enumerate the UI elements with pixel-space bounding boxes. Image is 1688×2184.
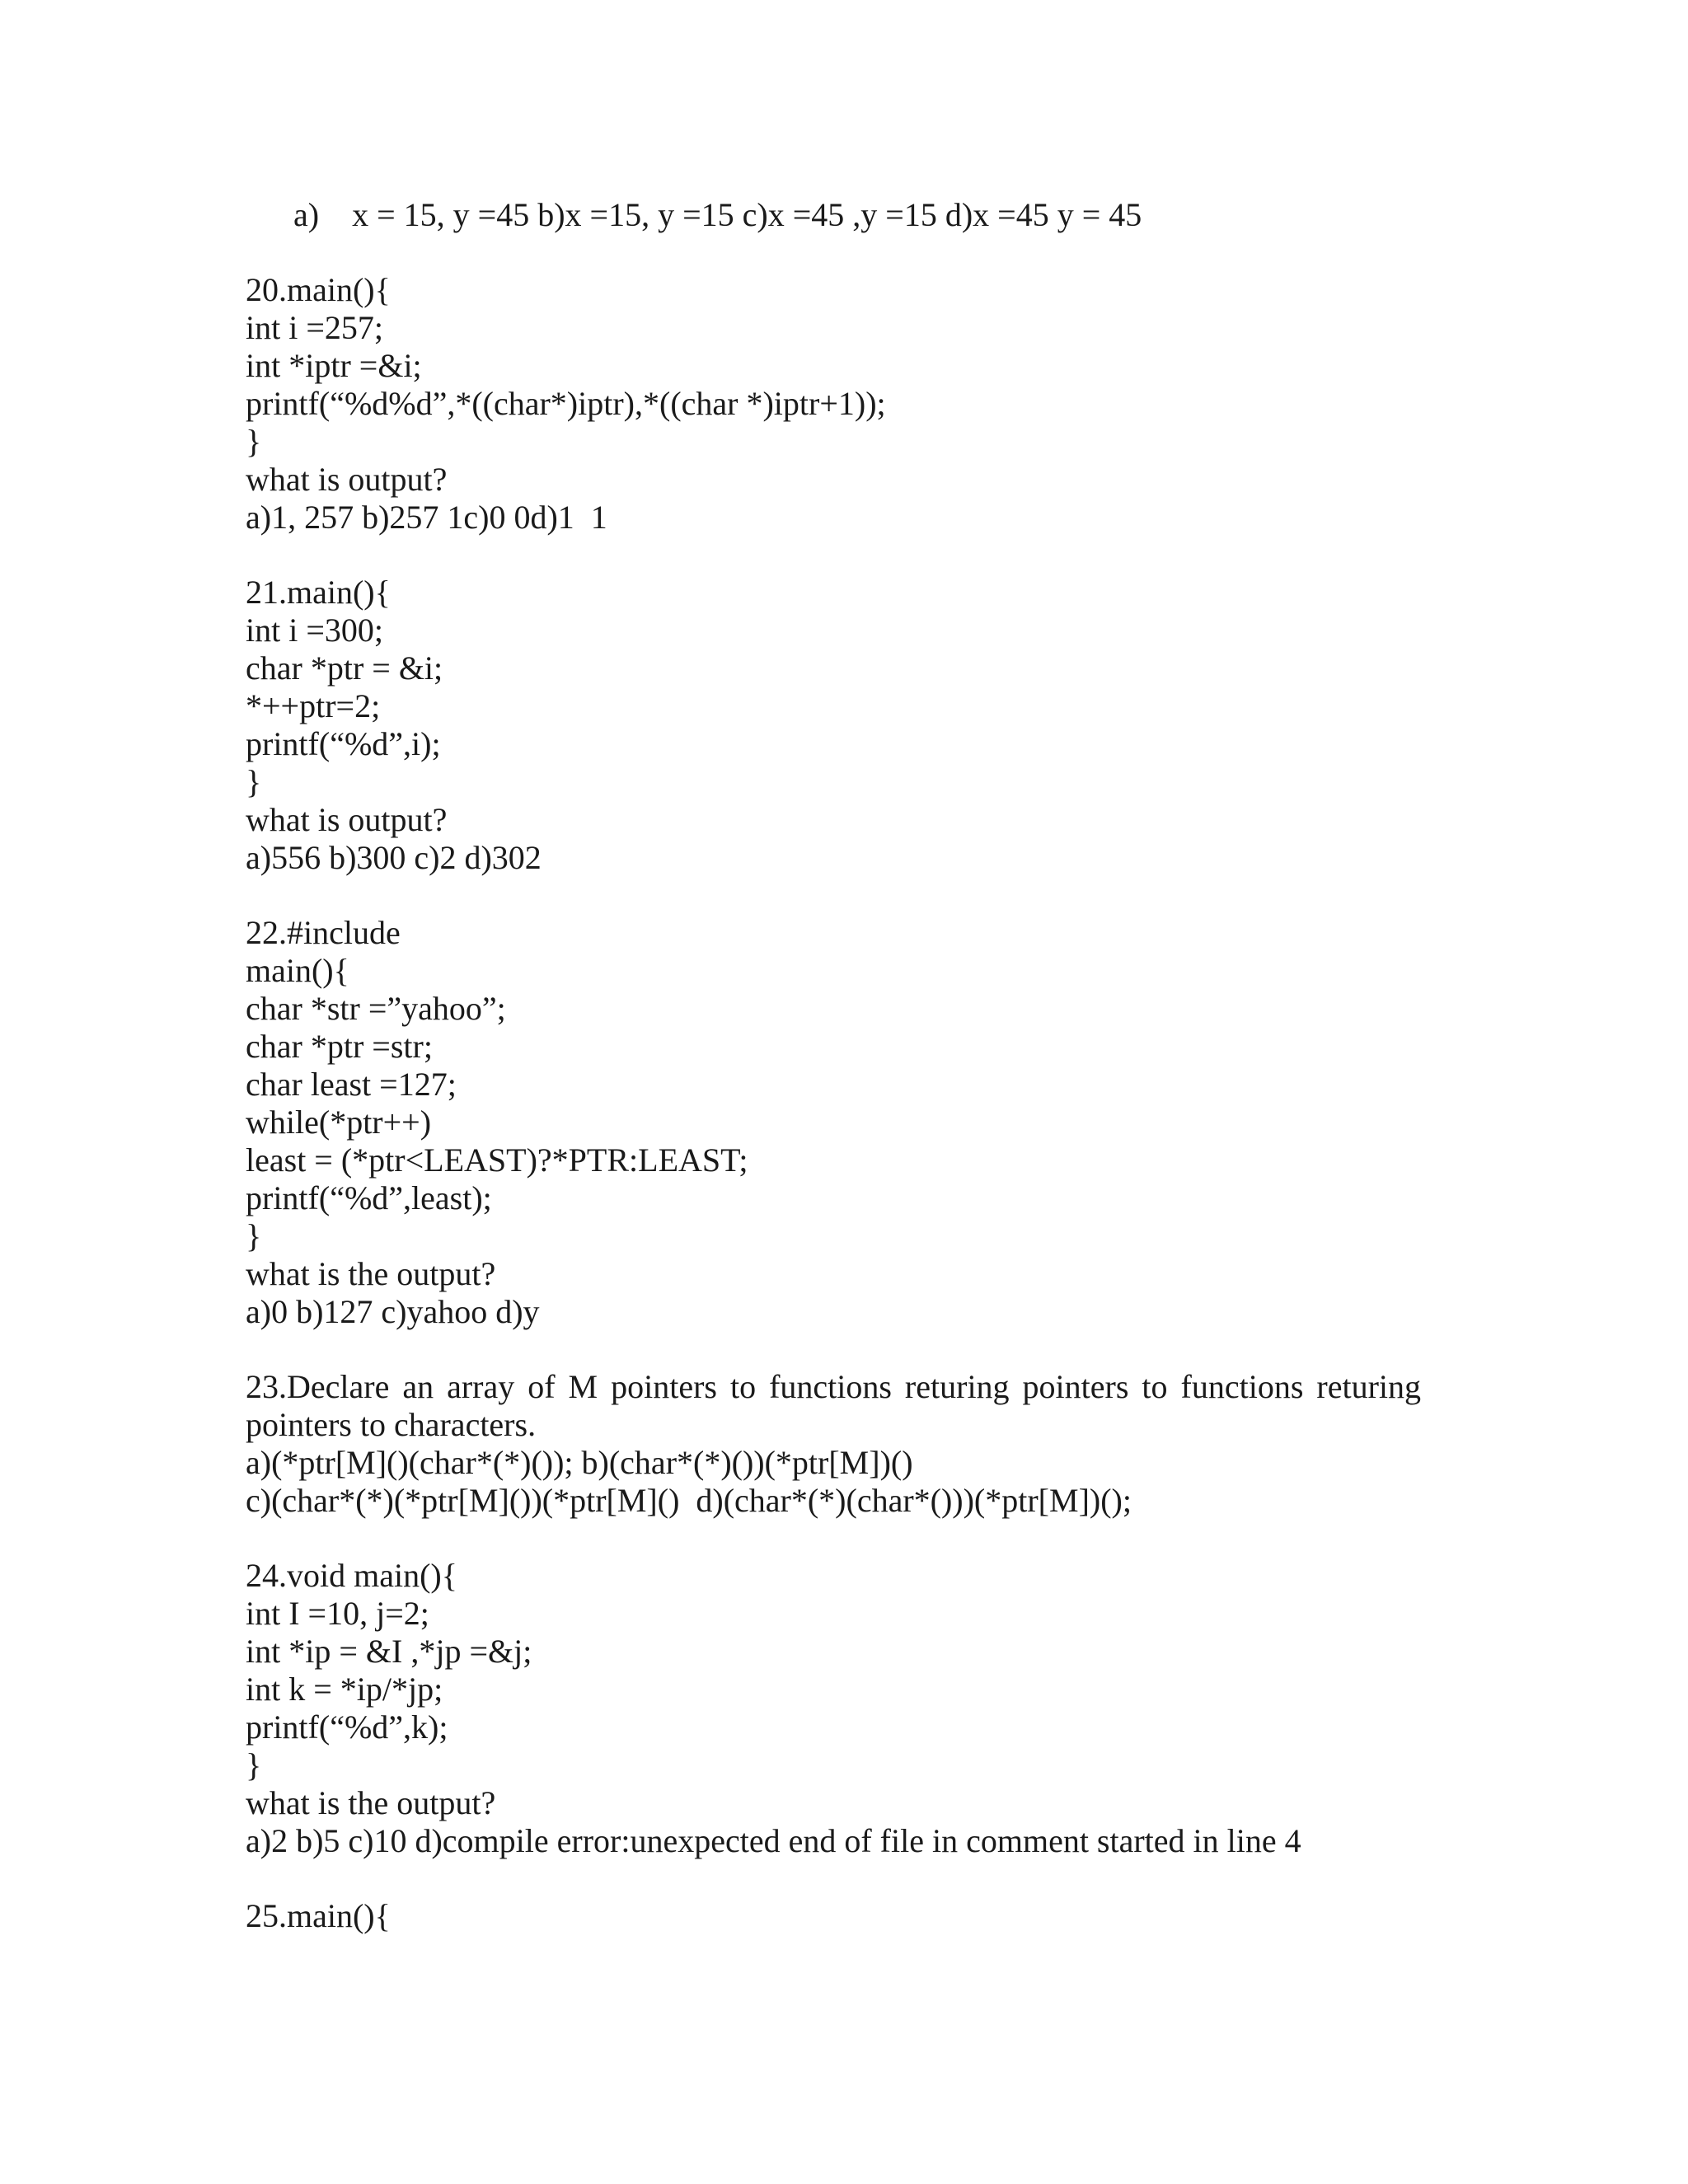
question-prompt: what is output? [246, 461, 448, 498]
answer-options: a)1, 257 b)257 1c)0 0d)1 1 [246, 499, 607, 536]
code-line: while(*ptr++) [246, 1104, 432, 1141]
code-line: } [246, 423, 262, 460]
code-line: char *ptr =str; [246, 1028, 433, 1065]
code-line: int *iptr =&i; [246, 347, 422, 384]
code-line: } [246, 1746, 262, 1783]
code-line: printf(“%d”,k); [246, 1708, 448, 1746]
answer-options: a)556 b)300 c)2 d)302 [246, 839, 542, 876]
code-line: } [246, 763, 262, 800]
code-line: *++ptr=2; [246, 687, 381, 724]
code-line: char *str =”yahoo”; [246, 990, 506, 1027]
code-line: int *ip = &I ,*jp =&j; [246, 1633, 532, 1670]
code-line: least = (*ptr<LEAST)?*PTR:LEAST; [246, 1141, 748, 1179]
code-line: 24.void main(){ [246, 1557, 457, 1594]
code-line: 20.main(){ [246, 271, 391, 308]
question-text: pointers to characters. [246, 1406, 537, 1443]
previous-question-options: a) x = 15, y =45 b)x =15, y =15 c)x =45 ,y =15 d)x =45 y = 45 [293, 196, 1142, 233]
code-line: printf(“%d”,i); [246, 725, 441, 762]
code-line: 22.#include [246, 914, 401, 951]
code-line: int k = *ip/*jp; [246, 1671, 443, 1708]
code-line: 21.main(){ [246, 574, 391, 611]
question-prompt: what is output? [246, 801, 448, 838]
question-text: 23.Declare an array of M pointers to functions returing pointers to functions returing [246, 1368, 1421, 1405]
code-line: int i =257; [246, 309, 384, 346]
code-line: 25.main(){ [246, 1897, 391, 1934]
answer-options: a)(*ptr[M]()(char*(*)()); b)(char*(*)())(*ptr[M])() [246, 1444, 913, 1481]
code-line: int i =300; [246, 612, 384, 649]
answer-options: a)0 b)127 c)yahoo d)y [246, 1293, 540, 1330]
question-prompt: what is the output? [246, 1784, 496, 1821]
answer-options: c)(char*(*)(*ptr[M]())(*ptr[M]() d)(char*(*)(char*()))(*ptr[M])(); [246, 1482, 1132, 1519]
code-line: printf(“%d”,least); [246, 1179, 492, 1216]
code-line: int I =10, j=2; [246, 1595, 429, 1632]
code-line: printf(“%d%d”,*((char*)iptr),*((char *)iptr+1)); [246, 385, 886, 422]
code-line: char least =127; [246, 1066, 457, 1103]
answer-options: a)2 b)5 c)10 d)compile error:unexpected end of file in comment started in line 4 [246, 1822, 1301, 1859]
code-line: } [246, 1217, 262, 1254]
code-line: main(){ [246, 952, 349, 989]
question-prompt: what is the output? [246, 1255, 496, 1292]
code-line: char *ptr = &i; [246, 649, 443, 687]
